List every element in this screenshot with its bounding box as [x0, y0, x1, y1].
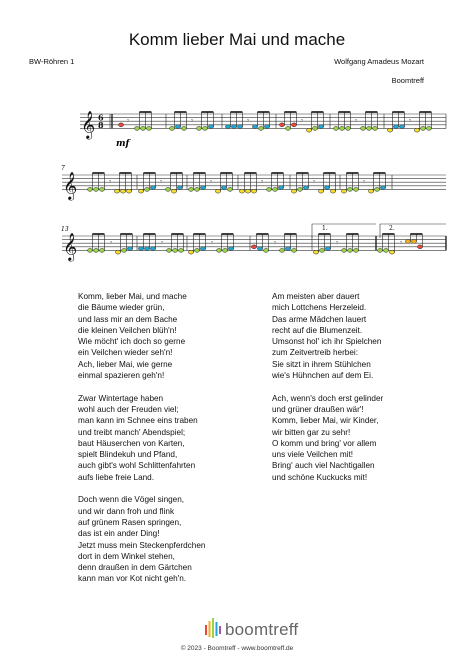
note-head	[420, 126, 425, 130]
note-head	[171, 189, 176, 193]
note-head	[318, 189, 323, 193]
note-head	[150, 247, 155, 251]
note-head	[99, 249, 104, 253]
lyric-line: das ist ein ander Ding!	[78, 529, 160, 539]
lyric-line: einmal spazieren geh'n!	[78, 371, 165, 381]
note-head	[411, 240, 416, 244]
lyric-line: die kleinen Veilchen blüh'n!	[78, 325, 177, 335]
note-head	[222, 249, 227, 253]
lyrics-stanza	[272, 291, 383, 381]
note-head	[87, 249, 92, 253]
note-head	[127, 247, 132, 251]
note-head	[341, 189, 346, 193]
note-head	[405, 240, 410, 244]
note-head	[312, 126, 317, 130]
note-head	[138, 189, 143, 193]
note-head	[272, 188, 277, 192]
lyrics-stanza	[78, 494, 205, 584]
note-head	[99, 188, 104, 192]
eighth-rest-icon: 𝄾	[127, 117, 129, 125]
note-head	[181, 126, 186, 130]
lyric-line: auch gibt's wohl Schlittenfahrten	[78, 461, 196, 471]
lyric-line: Am meisten aber dauert	[272, 292, 360, 301]
note-head	[194, 249, 199, 253]
note-head	[353, 188, 358, 192]
note-head	[120, 189, 125, 193]
lyric-line: uns viele Veilchen mit!	[272, 450, 354, 460]
lyric-line: mich Lottchens Herzeleid.	[272, 303, 367, 313]
note-head	[225, 125, 230, 129]
note-head	[237, 125, 242, 129]
note-head	[166, 249, 171, 253]
lyric-line: Zwar Wintertage haben	[78, 393, 164, 403]
eighth-rest-icon: 𝄾	[109, 178, 111, 186]
lyric-line: O komm und bring' vor allem	[272, 438, 377, 448]
lyric-line: man kann im Schnee eins traben	[78, 416, 198, 426]
note-head	[278, 186, 283, 190]
note-head	[374, 188, 379, 192]
lyrics-column-left	[78, 291, 205, 596]
eighth-rest-icon: 𝄾	[313, 178, 315, 186]
boomtreff-logo-icon	[204, 617, 224, 639]
note-head	[196, 126, 201, 130]
lyric-line: dort in dem Winkel stehen,	[78, 551, 175, 561]
note-head	[93, 188, 98, 192]
lyric-line: baut Häuserchen von Karten,	[78, 438, 185, 448]
lyric-line: Das arme Mädchen lauert	[272, 314, 367, 324]
ending-number: 1.	[322, 225, 328, 232]
sheet-music	[0, 0, 474, 290]
lyric-line: wie's Hühnchen auf dem Ei.	[272, 371, 374, 381]
note-head	[251, 189, 256, 193]
lyric-line: ein Veilchen wieder seh'n!	[78, 348, 173, 358]
eighth-rest-icon: 𝄾	[211, 239, 213, 247]
note-head	[339, 126, 344, 130]
lyric-line: Ach, wenn's doch erst gelinder	[272, 393, 384, 403]
note-head	[87, 188, 92, 192]
treble-clef-icon: 𝄞	[63, 232, 78, 261]
measure-number: 7	[61, 165, 65, 172]
eighth-rest-icon: 𝄾	[409, 117, 411, 125]
note-head	[285, 247, 290, 251]
note-head	[372, 126, 377, 130]
lyric-line: wir bitten gar zu sehr!	[272, 427, 351, 437]
composer-name: Wolfgang Amadeus Mozart	[334, 57, 424, 66]
note-head	[324, 186, 329, 190]
note-head	[319, 249, 324, 253]
eighth-rest-icon: 𝄾	[261, 178, 263, 186]
note-head	[138, 247, 143, 251]
note-head	[303, 186, 308, 190]
lyric-line: spielt Blindekuh und Pfand,	[78, 450, 178, 460]
lyric-line: Sie sitzt in ihrem Stühlchen	[272, 359, 371, 369]
note-head	[366, 126, 371, 130]
lyric-line: Doch wenn die Vögel singen,	[78, 495, 185, 505]
eighth-rest-icon: 𝄾	[191, 117, 193, 125]
lyric-line: und schöne Kuckucks mit!	[272, 472, 368, 482]
note-head	[368, 189, 373, 193]
note-head	[251, 245, 256, 249]
note-head	[239, 189, 244, 193]
lyrics-column-right	[272, 291, 383, 494]
note-head	[291, 249, 296, 253]
note-head	[126, 189, 131, 193]
treble-clef-icon: 𝄞	[63, 171, 78, 200]
instrument-label: BW-Röhren 1	[29, 57, 75, 66]
note-head	[258, 126, 263, 130]
ending-number: 2.	[389, 225, 395, 232]
note-head	[360, 126, 365, 130]
note-head	[144, 247, 149, 251]
note-head	[279, 123, 284, 127]
note-head	[178, 249, 183, 253]
lyric-line: und lass mir an dem Bache	[78, 314, 178, 324]
lyric-line: Komm, lieber Mai, und mache	[78, 292, 187, 301]
eighth-rest-icon: 𝄾	[110, 239, 112, 247]
note-head	[341, 249, 346, 253]
lyric-line: kann man vor Kot nicht geh'n.	[78, 574, 187, 584]
lyric-line: Jetzt muss mein Steckenpferdchen	[78, 540, 206, 550]
lyric-line: Umsonst hol' ich ihr Spielchen	[272, 337, 382, 347]
note-head	[150, 186, 155, 190]
note-head	[313, 250, 318, 254]
note-head	[200, 247, 205, 251]
note-head	[257, 247, 262, 251]
lyric-line: wohl auch der Freuden viel;	[78, 404, 179, 414]
note-head	[93, 249, 98, 253]
time-signature-top: 6	[98, 112, 104, 123]
note-head	[165, 188, 170, 192]
lyrics-stanza	[78, 393, 205, 483]
note-head	[228, 247, 233, 251]
treble-clef-icon: 𝄞	[81, 110, 96, 139]
note-head	[134, 126, 139, 130]
lyric-line: Ach, lieber Mai, wie gerne	[78, 359, 173, 369]
note-head	[347, 188, 352, 192]
lyric-line: denn draußen in dem Gärtchen	[78, 563, 192, 573]
note-head	[347, 249, 352, 253]
note-head	[169, 126, 174, 130]
note-head	[194, 188, 199, 192]
note-head	[279, 249, 284, 253]
note-head	[383, 249, 388, 253]
dynamic-marking: mf	[116, 139, 130, 149]
eighth-rest-icon: 𝄾	[336, 239, 338, 247]
note-head	[263, 249, 268, 253]
note-head	[227, 188, 232, 192]
note-head	[140, 126, 145, 130]
note-head	[188, 188, 193, 192]
note-head	[330, 189, 335, 193]
lyric-line: zum Zeitvertreib herbei:	[272, 348, 359, 358]
eighth-rest-icon: 𝄾	[274, 239, 276, 247]
note-head	[188, 250, 193, 254]
note-head	[333, 126, 338, 130]
eighth-rest-icon: 𝄾	[400, 239, 402, 247]
note-head	[417, 245, 422, 249]
note-head	[399, 125, 404, 129]
note-head	[264, 125, 269, 129]
note-head	[318, 125, 323, 129]
note-head	[306, 128, 311, 132]
lyric-line: und wir dann froh und flink	[78, 506, 175, 516]
arranger-name: Boomtreff	[391, 76, 424, 85]
note-head	[172, 249, 177, 253]
measure-number: 13	[61, 226, 69, 233]
eighth-rest-icon: 𝄾	[355, 117, 357, 125]
note-head	[146, 126, 151, 130]
lyrics-stanza	[78, 291, 205, 381]
note-head	[231, 125, 236, 129]
note-head	[389, 250, 394, 254]
note-head	[252, 125, 257, 129]
note-head	[245, 189, 250, 193]
note-head	[144, 188, 149, 192]
lyric-line: Wie möcht' ich doch so gerne	[78, 337, 186, 347]
note-head	[393, 125, 398, 129]
time-signature-bottom: 8	[98, 119, 104, 130]
note-head	[200, 186, 205, 190]
song-title: Komm lieber Mai und mache	[128, 30, 346, 49]
boomtreff-logo-text: boomtreff	[225, 620, 299, 639]
eighth-rest-icon: 𝄾	[160, 178, 162, 186]
eighth-rest-icon: 𝄾	[210, 178, 212, 186]
note-head	[215, 189, 220, 193]
lyric-line: Bring' auch viel Nachtigallen	[272, 461, 375, 471]
note-head	[202, 126, 207, 130]
copyright-notice: © 2023 - Boomtreff - www.boomtreff.de	[180, 645, 294, 652]
note-head	[175, 125, 180, 129]
note-head	[291, 189, 296, 193]
lyric-line: recht auf die Blumenzeit.	[272, 325, 363, 335]
note-head	[345, 126, 350, 130]
eighth-rest-icon: 𝄾	[363, 178, 365, 186]
note-head	[221, 186, 226, 190]
lyric-line: und treibt manch' Abendspiel;	[78, 427, 186, 437]
lyric-line: auf grünem Rasen springen,	[78, 517, 182, 527]
note-head	[353, 249, 358, 253]
note-head	[414, 128, 419, 132]
note-head	[118, 123, 123, 127]
lyric-line: und grüner draußen wär'!	[272, 404, 364, 414]
note-head	[285, 126, 290, 130]
note-head	[121, 249, 126, 253]
note-head	[291, 123, 296, 127]
lyric-line: Komm, lieber Mai, wir Kinder,	[272, 416, 379, 426]
note-head	[177, 186, 182, 190]
lyrics-stanza	[272, 393, 383, 483]
note-head	[377, 249, 382, 253]
note-head	[208, 125, 213, 129]
lyric-line: die Bäume wieder grün,	[78, 303, 165, 313]
note-head	[325, 247, 330, 251]
eighth-rest-icon: 𝄾	[161, 239, 163, 247]
note-head	[426, 126, 431, 130]
note-head	[114, 189, 119, 193]
note-head	[380, 186, 385, 190]
lyric-line: aufs liebe freie Land.	[78, 472, 155, 482]
note-head	[266, 188, 271, 192]
eighth-rest-icon: 𝄾	[247, 117, 249, 125]
note-head	[297, 188, 302, 192]
eighth-rest-icon: 𝄾	[301, 117, 303, 125]
note-head	[387, 128, 392, 132]
note-head	[115, 250, 120, 254]
note-head	[216, 249, 221, 253]
